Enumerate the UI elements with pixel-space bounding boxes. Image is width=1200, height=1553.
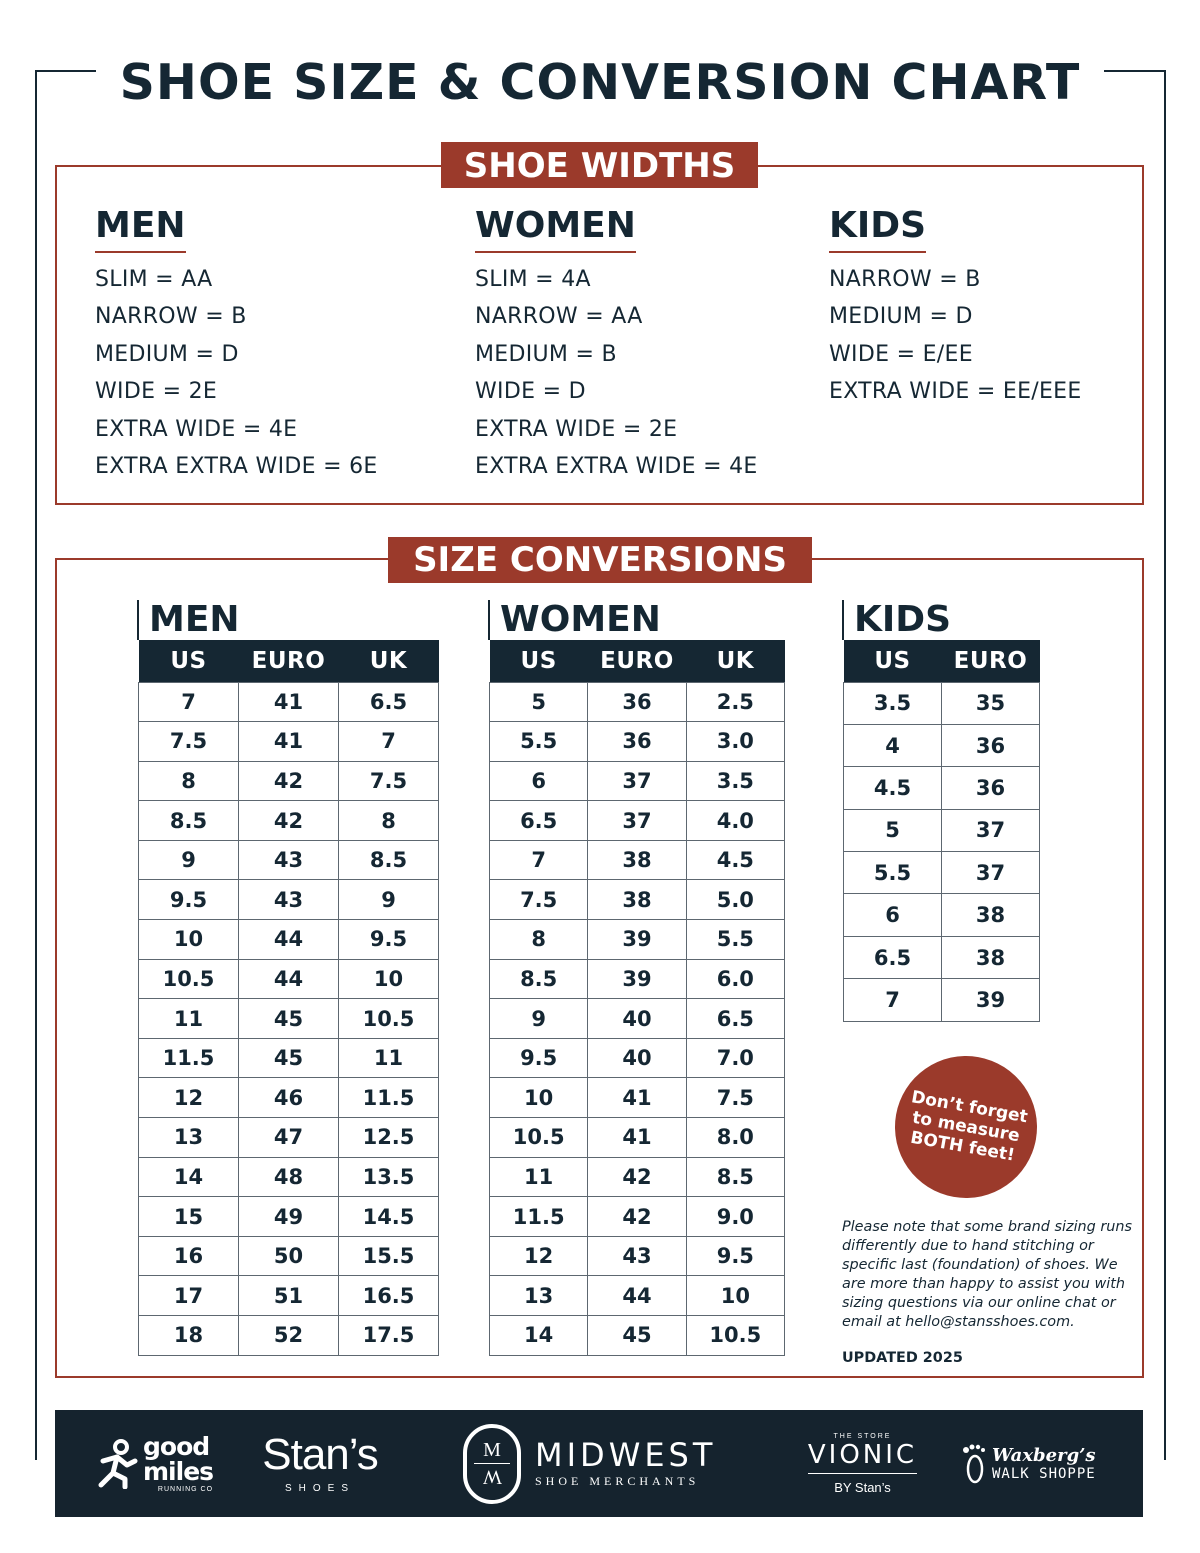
size-cell: 6.0 bbox=[686, 959, 784, 999]
width-item: EXTRA WIDE = EE/EEE bbox=[829, 379, 1082, 405]
size-cell: 45 bbox=[239, 1038, 339, 1078]
conversions-kids-heading: KIDS bbox=[842, 600, 951, 640]
width-item: NARROW = AA bbox=[475, 304, 643, 330]
size-cell: 18 bbox=[139, 1316, 239, 1356]
conversions-women-heading: WOMEN bbox=[488, 600, 661, 640]
runner-icon bbox=[95, 1439, 139, 1489]
updated-label: UPDATED 2025 bbox=[842, 1350, 963, 1366]
size-cell: 37 bbox=[942, 809, 1040, 851]
size-cell: 11 bbox=[339, 1038, 439, 1078]
size-cell: 44 bbox=[239, 920, 339, 960]
table-row bbox=[844, 767, 1040, 809]
size-cell: 47 bbox=[239, 1118, 339, 1158]
size-cell: 4.0 bbox=[686, 801, 784, 841]
column-header: US bbox=[139, 640, 239, 682]
size-cell: 14 bbox=[490, 1316, 588, 1356]
table-row bbox=[490, 1276, 785, 1316]
table-row bbox=[844, 724, 1040, 766]
table-row bbox=[139, 1118, 439, 1158]
table-row bbox=[844, 936, 1040, 978]
size-cell: 42 bbox=[588, 1157, 686, 1197]
size-cell: 37 bbox=[942, 852, 1040, 894]
size-cell: 42 bbox=[239, 761, 339, 801]
size-cell: 7 bbox=[339, 722, 439, 762]
size-cell: 7 bbox=[139, 682, 239, 722]
midwest-sub: SHOE MERCHANTS bbox=[535, 1474, 700, 1488]
size-cell: 10.5 bbox=[686, 1316, 784, 1356]
table-row bbox=[490, 1038, 785, 1078]
size-cell: 10 bbox=[139, 920, 239, 960]
table-row bbox=[139, 801, 439, 841]
size-cell: 5.0 bbox=[686, 880, 784, 920]
size-cell: 7 bbox=[844, 979, 942, 1021]
size-cell: 43 bbox=[239, 840, 339, 880]
size-cell: 6 bbox=[844, 894, 942, 936]
size-cell: 8.0 bbox=[686, 1118, 784, 1158]
size-cell: 4.5 bbox=[844, 767, 942, 809]
size-cell: 14.5 bbox=[339, 1197, 439, 1237]
table-row bbox=[490, 722, 785, 762]
size-cell: 10 bbox=[686, 1276, 784, 1316]
size-cell: 9.5 bbox=[139, 880, 239, 920]
size-cell: 17 bbox=[139, 1276, 239, 1316]
size-cell: 38 bbox=[588, 840, 686, 880]
table-row bbox=[490, 1197, 785, 1237]
size-cell: 41 bbox=[239, 682, 339, 722]
vionic-by: BY Stan’s bbox=[834, 1479, 891, 1495]
size-cell: 15 bbox=[139, 1197, 239, 1237]
widths-kids-heading: KIDS bbox=[829, 205, 926, 253]
kids-size-table bbox=[843, 640, 1040, 1022]
size-cell: 39 bbox=[942, 979, 1040, 1021]
size-cell: 51 bbox=[239, 1276, 339, 1316]
table-row bbox=[490, 801, 785, 841]
table-row bbox=[490, 920, 785, 960]
size-cell: 9.5 bbox=[490, 1038, 588, 1078]
table-row bbox=[139, 840, 439, 880]
column-header: US bbox=[844, 640, 942, 682]
table-row bbox=[490, 682, 785, 722]
goodmiles-logo[interactable] bbox=[95, 1410, 270, 1517]
size-cell: 3.5 bbox=[686, 761, 784, 801]
size-cell: 3.0 bbox=[686, 722, 784, 762]
column-header: UK bbox=[686, 640, 784, 682]
size-cell: 41 bbox=[239, 722, 339, 762]
midwest-logo[interactable] bbox=[463, 1410, 763, 1517]
size-cell: 38 bbox=[942, 936, 1040, 978]
widths-men-column bbox=[95, 205, 378, 485]
size-cell: 10 bbox=[490, 1078, 588, 1118]
table-row bbox=[490, 959, 785, 999]
width-item: WIDE = E/EE bbox=[829, 341, 973, 367]
size-cell: 12 bbox=[490, 1236, 588, 1276]
size-cell: 8.5 bbox=[686, 1157, 784, 1197]
table-row bbox=[490, 840, 785, 880]
size-cell: 6.5 bbox=[686, 999, 784, 1039]
size-cell: 11.5 bbox=[490, 1197, 588, 1237]
size-cell: 5 bbox=[844, 809, 942, 851]
size-cell: 7.5 bbox=[139, 722, 239, 762]
size-cell: 37 bbox=[588, 761, 686, 801]
size-cell: 39 bbox=[588, 920, 686, 960]
table-row bbox=[490, 999, 785, 1039]
midwest-name: MIDWEST bbox=[535, 1436, 717, 1474]
size-cell: 6.5 bbox=[490, 801, 588, 841]
size-cell: 5.5 bbox=[686, 920, 784, 960]
table-row bbox=[139, 761, 439, 801]
widths-kids-list bbox=[829, 261, 1082, 411]
width-item: SLIM = 4A bbox=[475, 267, 591, 292]
table-row bbox=[490, 880, 785, 920]
size-cell: 7 bbox=[490, 840, 588, 880]
table-row bbox=[139, 1316, 439, 1356]
waxbergs-name: Waxberg’s bbox=[992, 1444, 1096, 1466]
size-cell: 13.5 bbox=[339, 1157, 439, 1197]
size-cell: 9 bbox=[139, 840, 239, 880]
size-cell: 9 bbox=[490, 999, 588, 1039]
table-row bbox=[490, 1157, 785, 1197]
table-row bbox=[844, 809, 1040, 851]
size-cell: 40 bbox=[588, 1038, 686, 1078]
size-cell: 8.5 bbox=[139, 801, 239, 841]
table-row bbox=[139, 722, 439, 762]
size-cell: 13 bbox=[139, 1118, 239, 1158]
size-cell: 45 bbox=[239, 999, 339, 1039]
vionic-top: THE STORE bbox=[833, 1432, 892, 1440]
column-header: EURO bbox=[588, 640, 686, 682]
size-cell: 36 bbox=[942, 724, 1040, 766]
column-header: EURO bbox=[942, 640, 1040, 682]
table-row bbox=[139, 959, 439, 999]
size-cell: 39 bbox=[588, 959, 686, 999]
brand-footer bbox=[55, 1410, 1143, 1517]
table-row bbox=[139, 1276, 439, 1316]
size-cell: 11 bbox=[139, 999, 239, 1039]
size-cell: 8 bbox=[139, 761, 239, 801]
size-cell: 52 bbox=[239, 1316, 339, 1356]
goodmiles-sub: RUNNING CO bbox=[157, 1486, 214, 1493]
width-item: WIDE = D bbox=[475, 379, 586, 405]
size-cell: 7.5 bbox=[339, 761, 439, 801]
size-cell: 15.5 bbox=[339, 1236, 439, 1276]
size-cell: 9.0 bbox=[686, 1197, 784, 1237]
size-cell: 8 bbox=[339, 801, 439, 841]
column-header: UK bbox=[339, 640, 439, 682]
size-cell: 37 bbox=[588, 801, 686, 841]
widths-kids-column bbox=[829, 205, 1082, 411]
size-cell: 9 bbox=[339, 880, 439, 920]
footprint-icon bbox=[960, 1444, 986, 1484]
size-cell: 44 bbox=[588, 1276, 686, 1316]
widths-women-heading: WOMEN bbox=[475, 205, 636, 253]
size-cell: 10.5 bbox=[339, 999, 439, 1039]
men-size-table bbox=[138, 640, 439, 1356]
size-cell: 7.0 bbox=[686, 1038, 784, 1078]
width-item: EXTRA WIDE = 4E bbox=[95, 416, 298, 442]
width-item: MEDIUM = D bbox=[95, 341, 239, 367]
width-item: MEDIUM = B bbox=[475, 341, 617, 367]
size-cell: 44 bbox=[239, 959, 339, 999]
size-cell: 36 bbox=[588, 682, 686, 722]
midwest-monogram-icon bbox=[463, 1424, 521, 1504]
size-cell: 8.5 bbox=[490, 959, 588, 999]
widths-men-list bbox=[95, 261, 378, 485]
sizing-note: Please note that some brand sizing runs differently due to hand stitching or specific last (foundation) of shoes. We are more than happy to assist you with sizing questions via our online chat or email at hello@stansshoes.com. bbox=[842, 1219, 1133, 1330]
table-row bbox=[139, 920, 439, 960]
table-row bbox=[844, 682, 1040, 724]
stans-logo[interactable] bbox=[255, 1410, 385, 1517]
table-row bbox=[844, 979, 1040, 1021]
size-cell: 13 bbox=[490, 1276, 588, 1316]
size-cell: 49 bbox=[239, 1197, 339, 1237]
table-row bbox=[490, 1316, 785, 1356]
page-title: SHOE SIZE & CONVERSION CHART bbox=[96, 50, 1104, 116]
size-cell: 3.5 bbox=[844, 682, 942, 724]
size-cell: 14 bbox=[139, 1157, 239, 1197]
size-cell: 12.5 bbox=[339, 1118, 439, 1158]
size-cell: 38 bbox=[588, 880, 686, 920]
waxbergs-logo[interactable] bbox=[960, 1410, 1120, 1517]
size-cell: 8.5 bbox=[339, 840, 439, 880]
table-row bbox=[139, 1038, 439, 1078]
size-cell: 36 bbox=[942, 767, 1040, 809]
size-cell: 9.5 bbox=[686, 1236, 784, 1276]
vionic-logo[interactable] bbox=[805, 1410, 920, 1517]
size-cell: 41 bbox=[588, 1078, 686, 1118]
size-cell: 48 bbox=[239, 1157, 339, 1197]
size-cell: 45 bbox=[588, 1316, 686, 1356]
size-cell: 4.5 bbox=[686, 840, 784, 880]
size-cell: 11.5 bbox=[339, 1078, 439, 1118]
size-cell: 35 bbox=[942, 682, 1040, 724]
table-row bbox=[139, 1197, 439, 1237]
table-row bbox=[139, 1157, 439, 1197]
waxbergs-sub: WALK SHOPPE bbox=[992, 1465, 1096, 1482]
widths-women-list bbox=[475, 261, 758, 485]
table-row bbox=[139, 999, 439, 1039]
table-row bbox=[490, 1078, 785, 1118]
width-item: NARROW = B bbox=[95, 304, 247, 330]
size-cell: 38 bbox=[942, 894, 1040, 936]
size-cell: 16 bbox=[139, 1236, 239, 1276]
reminder-text: Don’t forget to measure BOTH feet! bbox=[908, 1087, 1030, 1166]
vionic-name: VIONIC bbox=[808, 1440, 917, 1474]
table-row bbox=[139, 682, 439, 722]
size-cell: 5.5 bbox=[490, 722, 588, 762]
size-cell: 9.5 bbox=[339, 920, 439, 960]
size-cell: 5.5 bbox=[844, 852, 942, 894]
size-cell: 40 bbox=[588, 999, 686, 1039]
size-cell: 12 bbox=[139, 1078, 239, 1118]
women-size-table bbox=[489, 640, 785, 1356]
column-header: EURO bbox=[239, 640, 339, 682]
size-cell: 43 bbox=[239, 880, 339, 920]
size-cell: 16.5 bbox=[339, 1276, 439, 1316]
column-header: US bbox=[490, 640, 588, 682]
size-cell: 42 bbox=[588, 1197, 686, 1237]
size-cell: 6.5 bbox=[339, 682, 439, 722]
table-row bbox=[490, 761, 785, 801]
size-cell: 8 bbox=[490, 920, 588, 960]
size-cell: 50 bbox=[239, 1236, 339, 1276]
size-cell: 10 bbox=[339, 959, 439, 999]
size-cell: 46 bbox=[239, 1078, 339, 1118]
stans-sub: SHOES bbox=[284, 1483, 355, 1494]
size-cell: 4 bbox=[844, 724, 942, 766]
width-item: EXTRA WIDE = 2E bbox=[475, 416, 678, 442]
width-item: SLIM = AA bbox=[95, 267, 213, 292]
size-cell: 10.5 bbox=[139, 959, 239, 999]
size-conversions-label: SIZE CONVERSIONS bbox=[388, 537, 812, 583]
size-cell: 10.5 bbox=[490, 1118, 588, 1158]
size-cell: 41 bbox=[588, 1118, 686, 1158]
width-item: WIDE = 2E bbox=[95, 379, 218, 405]
monogram-top: M bbox=[483, 1439, 501, 1461]
table-row bbox=[490, 1118, 785, 1158]
width-item: EXTRA EXTRA WIDE = 4E bbox=[475, 454, 758, 480]
shoe-widths-label: SHOE WIDTHS bbox=[441, 142, 758, 188]
table-row bbox=[844, 894, 1040, 936]
width-item: MEDIUM = D bbox=[829, 304, 973, 330]
conversions-men-heading: MEN bbox=[137, 600, 240, 640]
widths-men-heading: MEN bbox=[95, 205, 186, 253]
size-cell: 11.5 bbox=[139, 1038, 239, 1078]
table-row bbox=[139, 1078, 439, 1118]
width-item: EXTRA EXTRA WIDE = 6E bbox=[95, 454, 378, 480]
size-cell: 42 bbox=[239, 801, 339, 841]
size-cell: 17.5 bbox=[339, 1316, 439, 1356]
size-cell: 7.5 bbox=[686, 1078, 784, 1118]
table-row bbox=[844, 852, 1040, 894]
table-row bbox=[139, 880, 439, 920]
size-cell: 6.5 bbox=[844, 936, 942, 978]
size-cell: 36 bbox=[588, 722, 686, 762]
size-cell: 2.5 bbox=[686, 682, 784, 722]
size-cell: 7.5 bbox=[490, 880, 588, 920]
monogram-bottom: W bbox=[482, 1466, 502, 1488]
goodmiles-line2: miles bbox=[143, 1457, 214, 1486]
table-row bbox=[139, 1236, 439, 1276]
table-row bbox=[490, 1236, 785, 1276]
size-cell: 5 bbox=[490, 682, 588, 722]
size-cell: 6 bbox=[490, 761, 588, 801]
stans-name: Stan’s bbox=[262, 1430, 378, 1479]
goodmiles-line1: good bbox=[143, 1432, 210, 1461]
widths-women-column bbox=[475, 205, 758, 485]
width-item: NARROW = B bbox=[829, 267, 981, 292]
size-cell: 11 bbox=[490, 1157, 588, 1197]
size-cell: 43 bbox=[588, 1236, 686, 1276]
